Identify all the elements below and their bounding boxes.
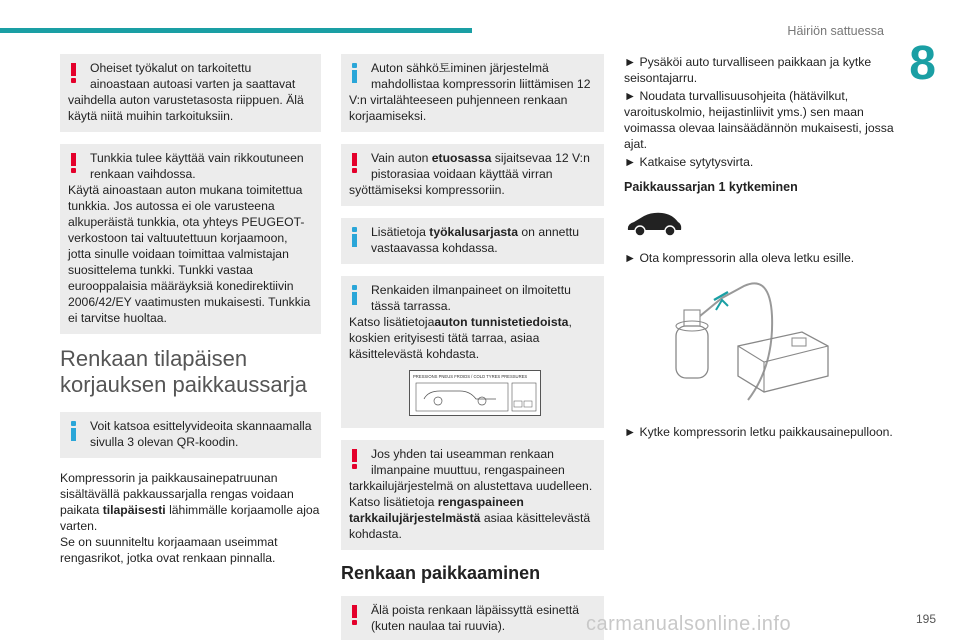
info-box-pressure-label <box>341 276 604 428</box>
section-header: Häiriön sattuessa <box>787 24 884 38</box>
warning-box-tools <box>60 54 321 132</box>
info-icon <box>352 63 357 83</box>
step-ignition: ► Katkaise sytytysvirta. <box>624 155 754 169</box>
watermark: carmanualsonline.info <box>586 613 792 635</box>
text-bold: työkalusarjasta <box>429 225 519 239</box>
text-run: Katso lisätietoja <box>349 315 435 329</box>
text-run: lähimmälle korjaamolle ajoa varten. <box>60 503 320 533</box>
step-connect-hose: ► Kytke kompressorin letku paikkausainepulloon. <box>624 425 893 439</box>
info-lead: Voit katsoa esittelyvideoita skannaamalla sivulla 3 olevan QR-koodin. <box>90 419 312 449</box>
text-run: Vain auton <box>371 151 432 165</box>
step-safety: ► Noudata turvallisuusohjeita (hätävilkut, varoituskolmio, heijastinliivit yms.) sen maan voimassa olevaa lainsäädännön mukaisesti, jossa ajat. <box>624 89 894 151</box>
warning-icon <box>352 605 357 625</box>
warning-body <box>349 478 596 542</box>
info-icon <box>71 421 76 441</box>
warning-body: syöttämiseksi kompressoriin. <box>349 183 505 197</box>
text-run: Se on suunniteltu korjaamaan useimmat rengasrikot, jotka ovat renkaan pinnalla. <box>60 535 278 565</box>
step-take-hose: ► Ota kompressorin alla oleva letku esille. <box>624 251 855 265</box>
warning-lead: Älä poista renkaan läpäissyttä esinettä (kuten naulaa tai ruuvia). <box>371 603 579 633</box>
info-icon <box>352 227 357 247</box>
header-accent-bar <box>0 28 472 33</box>
warning-box-tpms <box>341 440 604 550</box>
text-run: , koskien erityisesti tätä tarraa, asiaa käsittelevästä kohdasta. <box>349 315 572 361</box>
info-body: V:n virtalähteeseen puhjenneen renkaan korjaamiseksi. <box>349 93 568 123</box>
info-body <box>349 314 596 362</box>
info-lead: Renkaiden ilmanpaineet on ilmoitettu tässä tarrassa. <box>371 283 571 313</box>
info-box-video <box>60 412 321 458</box>
page-number: 195 <box>915 612 936 626</box>
text-run: on annettu vastaavassa kohdassa. <box>371 225 580 255</box>
warning-box-socket <box>341 144 604 206</box>
text-bold: rengaspaineen tarkkailujärjestelmästä <box>349 495 524 525</box>
warning-box-jack <box>60 144 321 334</box>
info-lead: Auton sähkö토iminen järjestelmä mahdollistaa kompressorin liittämisen 12 <box>371 61 591 91</box>
warning-icon <box>352 449 357 469</box>
label-caption: PRESSIONS PNEUS FROIDS / COLD TYRES PRESSURES <box>413 374 528 379</box>
warning-lead <box>349 150 596 182</box>
info-lead <box>349 224 596 256</box>
car-silhouette-icon <box>624 206 894 240</box>
tyre-label-graphic <box>410 371 542 417</box>
warning-body: vaihdella auton varustetasosta riippuen. Älä käytä niitä muihin tarkoituksiin. <box>68 93 304 123</box>
text-run: Lisätietoja <box>371 225 430 239</box>
warning-lead: Oheiset työkalut on tarkoitettu ainoastaan autoasi varten ja saattavat <box>90 61 296 91</box>
column-1 <box>60 54 321 576</box>
text-bold: etuosassa <box>431 151 492 165</box>
section-title-tyre-repair: Renkaan paikkaaminen <box>341 563 541 583</box>
info-box-electrical <box>341 54 604 132</box>
warning-lead: Tunkkia tulee käyttää vain rikkoutuneen renkaan vaihdossa. <box>90 151 304 181</box>
warning-box-nail <box>341 596 604 640</box>
text-bold: auton tunnistetiedoista <box>434 315 569 329</box>
warning-body: Käytä ainoastaan auton mukana toimitettua tunkkia. Jos autossa ei ole varusteena alkuperäistä tunkkia, ota yhteys PEUGEOT-verkostoon tai valtuutettuun korjaamoon, jotta sinulle voidaan toimittaa valmistajan suosittelema tunkki. Tunkki vastaa eurooppalaisia määräyksiä konedirektiivin 2006/42/EY vaatimusten mukaisesti. Tunkkia ei tarvitse huoltaa. <box>68 183 311 325</box>
tyre-pressure-label-image <box>409 370 541 416</box>
text-run: tarkkailujärjestelmä on alustettava uudelleen. Katso lisätietoja <box>349 479 593 509</box>
section-title-repair-kit: Renkaan tilapäisen korjauksen paikkaussarja <box>60 346 308 397</box>
info-box-toolkit <box>341 218 604 264</box>
chapter-number: 8 <box>909 37 936 90</box>
info-icon <box>352 285 357 305</box>
step-park: ► Pysäköi auto turvalliseen paikkaan ja kytke seisontajarru. <box>624 55 872 85</box>
text-run: asiaa käsittelevästä kohdasta. <box>349 511 591 541</box>
warning-icon <box>71 153 76 173</box>
warning-icon <box>71 63 76 83</box>
warning-icon <box>352 153 357 173</box>
column-2 <box>341 54 604 640</box>
column-3 <box>624 54 894 450</box>
warning-lead: Jos yhden tai useamman renkaan ilmanpaine muuttuu, rengaspaineen <box>371 447 565 477</box>
paragraph-kit <box>60 470 321 566</box>
text-run: Kompressorin ja paikkausainepatruunan sisältävällä pakkaussarjalla rengas voidaan paikata <box>60 471 294 517</box>
text-run: sijaitsevaa 12 V:n pistorasiaa voidaan käyttää virran <box>371 151 590 181</box>
subheading-connect-kit: Paikkaussarjan 1 kytkeminen <box>624 180 798 194</box>
text-bold: tilapäisesti <box>102 503 166 517</box>
compressor-kit-illustration <box>652 276 894 416</box>
